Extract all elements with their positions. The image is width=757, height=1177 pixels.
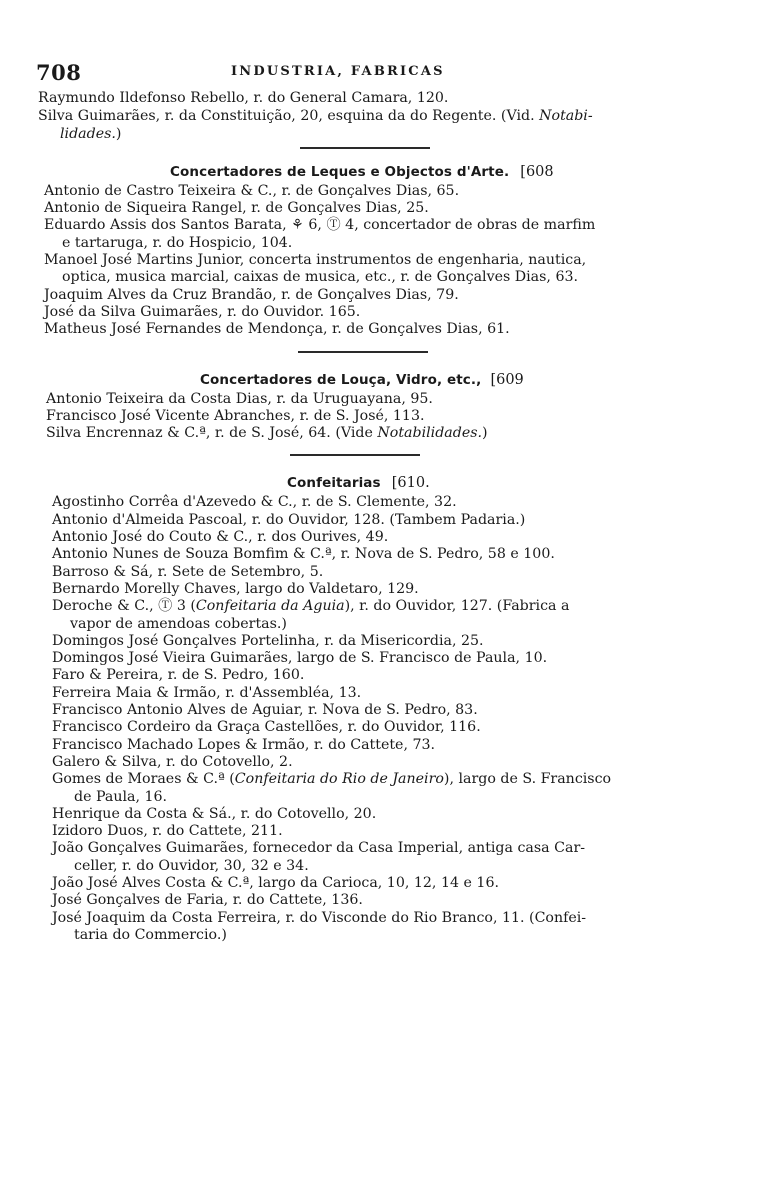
entry-text: Barroso & Sá, r. Sete de Setembro, 5. xyxy=(52,563,324,580)
list-item xyxy=(44,287,694,304)
entry-text: Manoel José Martins Junior, concerta instrumentos de engenharia, nautica, xyxy=(44,252,587,269)
entry-text: Antonio Teixeira da Costa Dias, r. da Uruguayana, 95. xyxy=(46,390,433,407)
entry-text: ), r. do Ouvidor, 127. (Fabrica a xyxy=(344,598,570,615)
entry-text: ), largo de S. Francisco xyxy=(443,771,612,788)
list-item xyxy=(52,719,702,736)
entry-text: João José Alves Costa & C.ª, largo da Carioca, 10, 12, 14 e 16. xyxy=(52,874,499,891)
entry-text: Joaquim Alves da Cruz Brandão, r. de Gonçalves Dias, 79. xyxy=(44,286,459,303)
entry-text: 4, concertador de obras de marfim xyxy=(340,217,596,234)
list-item xyxy=(52,754,702,771)
section-divider xyxy=(300,147,430,149)
running-title: INDUSTRIA, FABRICAS xyxy=(231,64,445,79)
section-title: Concertadores de Louça, Vidro, etc., xyxy=(200,371,482,388)
list-item xyxy=(52,875,702,892)
list-item xyxy=(52,685,702,702)
list-item xyxy=(38,108,688,143)
entry-text: Antonio d'Almeida Pascoal, r. do Ouvidor, 128. (Tambem Padaria.) xyxy=(52,511,526,528)
entry-italic: Confeitaria do Rio de Janeiro xyxy=(234,771,444,788)
list-item xyxy=(52,564,702,581)
list-item xyxy=(52,737,702,754)
entry-text: Domingos José Gonçalves Portelinha, r. da Misericordia, 25. xyxy=(52,632,484,649)
list-item xyxy=(44,304,694,321)
section-609 xyxy=(0,369,757,443)
entry-text: Agostinho Corrêa d'Azevedo & C., r. de S. Clemente, 32. xyxy=(52,494,457,511)
list-item xyxy=(44,252,694,287)
entry-text: Antonio de Castro Teixeira & C., r. de Gonçalves Dias, 65. xyxy=(44,182,460,199)
entry-text: e tartaruga, r. do Hospicio, 104. xyxy=(62,234,293,251)
list-item xyxy=(52,702,702,719)
entry-italic: Notabilidades. xyxy=(377,425,483,442)
entry-text: vapor de amendoas cobertas.) xyxy=(70,615,287,632)
list-item xyxy=(52,546,702,563)
list-item xyxy=(52,633,702,650)
section-divider xyxy=(290,454,420,456)
entry-text: ) xyxy=(115,125,122,142)
entry-text: Antonio José do Couto & C., r. dos Ourives, 49. xyxy=(52,529,389,546)
entry-text: Henrique da Costa & Sá., r. do Cotovello, 20. xyxy=(52,805,377,822)
list-item xyxy=(52,910,702,945)
telephone-icon: Ⓣ xyxy=(158,598,173,615)
entry-text: José da Silva Guimarães, r. do Ouvidor. 165. xyxy=(44,303,361,320)
page-header xyxy=(36,60,686,88)
entry-text: Francisco Cordeiro da Graça Castellões, r. do Ouvidor, 116. xyxy=(52,719,481,736)
entry-text: Galero & Silva, r. do Cotovello, 2. xyxy=(52,753,293,770)
entry-text: João Gonçalves Guimarães, fornecedor da Casa Imperial, antiga casa Car- xyxy=(52,840,586,857)
section-heading xyxy=(200,369,757,391)
entry-text: Francisco Antonio Alves de Aguiar, r. Nova de S. Pedro, 83. xyxy=(52,702,478,719)
list-item xyxy=(44,217,694,252)
entry-text: José Gonçalves de Faria, r. do Cattete, 136. xyxy=(52,892,363,909)
entry-text: Francisco José Vicente Abranches, r. de S. José, 113. xyxy=(46,407,425,424)
entry-text: Francisco Machado Lopes & Irmão, r. do Cattete, 73. xyxy=(52,736,436,753)
list-item xyxy=(44,183,694,200)
list-item xyxy=(52,823,702,840)
list-item xyxy=(52,892,702,909)
section-title: Confeitarias xyxy=(287,475,381,492)
section-number: [609 xyxy=(490,371,524,388)
entry-text: Deroche & C., xyxy=(52,598,159,615)
entry-text: Ferreira Maia & Irmão, r. d'Assembléa, 13. xyxy=(52,684,362,701)
entry-text: Raymundo Ildefonso Rebello, r. do General Camara, 120. xyxy=(38,90,449,106)
list-item xyxy=(44,321,694,338)
list-item xyxy=(52,598,702,633)
list-item xyxy=(52,512,702,529)
entry-text: de Paula, 16. xyxy=(74,788,168,805)
entry-text: Bernardo Morelly Chaves, largo do Valdetaro, 129. xyxy=(52,580,419,597)
entry-text: Silva Guimarães, r. da Constituição, 20, esquina da do Regente. (Vid. xyxy=(38,108,540,125)
entry-italic: Notabi- xyxy=(539,108,593,125)
entry-text: taria do Commercio.) xyxy=(74,926,227,943)
telephone-icon: Ⓣ xyxy=(326,217,341,234)
entry-text: Faro & Pereira, r. de S. Pedro, 160. xyxy=(52,667,305,684)
entry-text: ) xyxy=(482,425,488,442)
list-item xyxy=(52,650,702,667)
list-item xyxy=(52,667,702,684)
section-title: Concertadores de Leques e Objectos d'Arte. xyxy=(170,163,510,180)
section-divider xyxy=(298,351,428,353)
entry-text: Silva Encrennaz & C.ª, r. de S. José, 64. (Vide xyxy=(46,425,378,442)
section-heading xyxy=(170,161,757,183)
list-item xyxy=(52,581,702,598)
page-number: 708 xyxy=(36,60,82,85)
entry-text: Eduardo Assis dos Santos Barata, xyxy=(44,217,292,234)
list-item xyxy=(46,391,696,408)
section-number: [610. xyxy=(391,475,430,492)
entry-text: 6, xyxy=(303,217,327,234)
entry-text: 3 ( xyxy=(172,598,196,615)
section-608 xyxy=(0,161,757,339)
entry-text: Antonio de Siqueira Rangel, r. de Gonçalves Dias, 25. xyxy=(44,200,429,217)
list-item xyxy=(46,408,696,425)
list-item xyxy=(52,771,702,806)
entry-text: optica, musica marcial, caixas de musica, etc., r. de Gonçalves Dias, 63. xyxy=(62,269,579,286)
list-item xyxy=(46,425,696,442)
entry-text: Antonio Nunes de Souza Bomfim & C.ª, r. Nova de S. Pedro, 58 e 100. xyxy=(52,546,555,563)
section-number: [608 xyxy=(520,163,554,180)
list-item xyxy=(38,90,688,107)
page-body xyxy=(0,90,757,944)
entry-text: Domingos José Vieira Guimarães, largo de S. Francisco de Paula, 10. xyxy=(52,650,548,667)
list-item xyxy=(52,840,702,875)
list-item xyxy=(52,494,702,511)
entry-italic: lidades. xyxy=(60,125,116,142)
section-heading xyxy=(287,472,757,494)
list-item xyxy=(52,806,702,823)
entry-text: celler, r. do Ouvidor, 30, 32 e 34. xyxy=(74,857,309,874)
entry-text: Matheus José Fernandes de Mendonça, r. de Gonçalves Dias, 61. xyxy=(44,321,510,338)
entry-italic: Confeitaria da Aguia xyxy=(195,598,345,615)
section-610 xyxy=(0,472,757,944)
flower-icon: ⚘ xyxy=(291,217,304,234)
top-entries xyxy=(38,90,688,143)
entry-text: Gomes de Moraes & C.ª ( xyxy=(52,771,235,788)
entry-text: José Joaquim da Costa Ferreira, r. do Visconde do Rio Branco, 11. (Confei- xyxy=(52,909,587,926)
entry-text: Izidoro Duos, r. do Cattete, 211. xyxy=(52,823,283,840)
list-item xyxy=(52,529,702,546)
list-item xyxy=(44,200,694,217)
